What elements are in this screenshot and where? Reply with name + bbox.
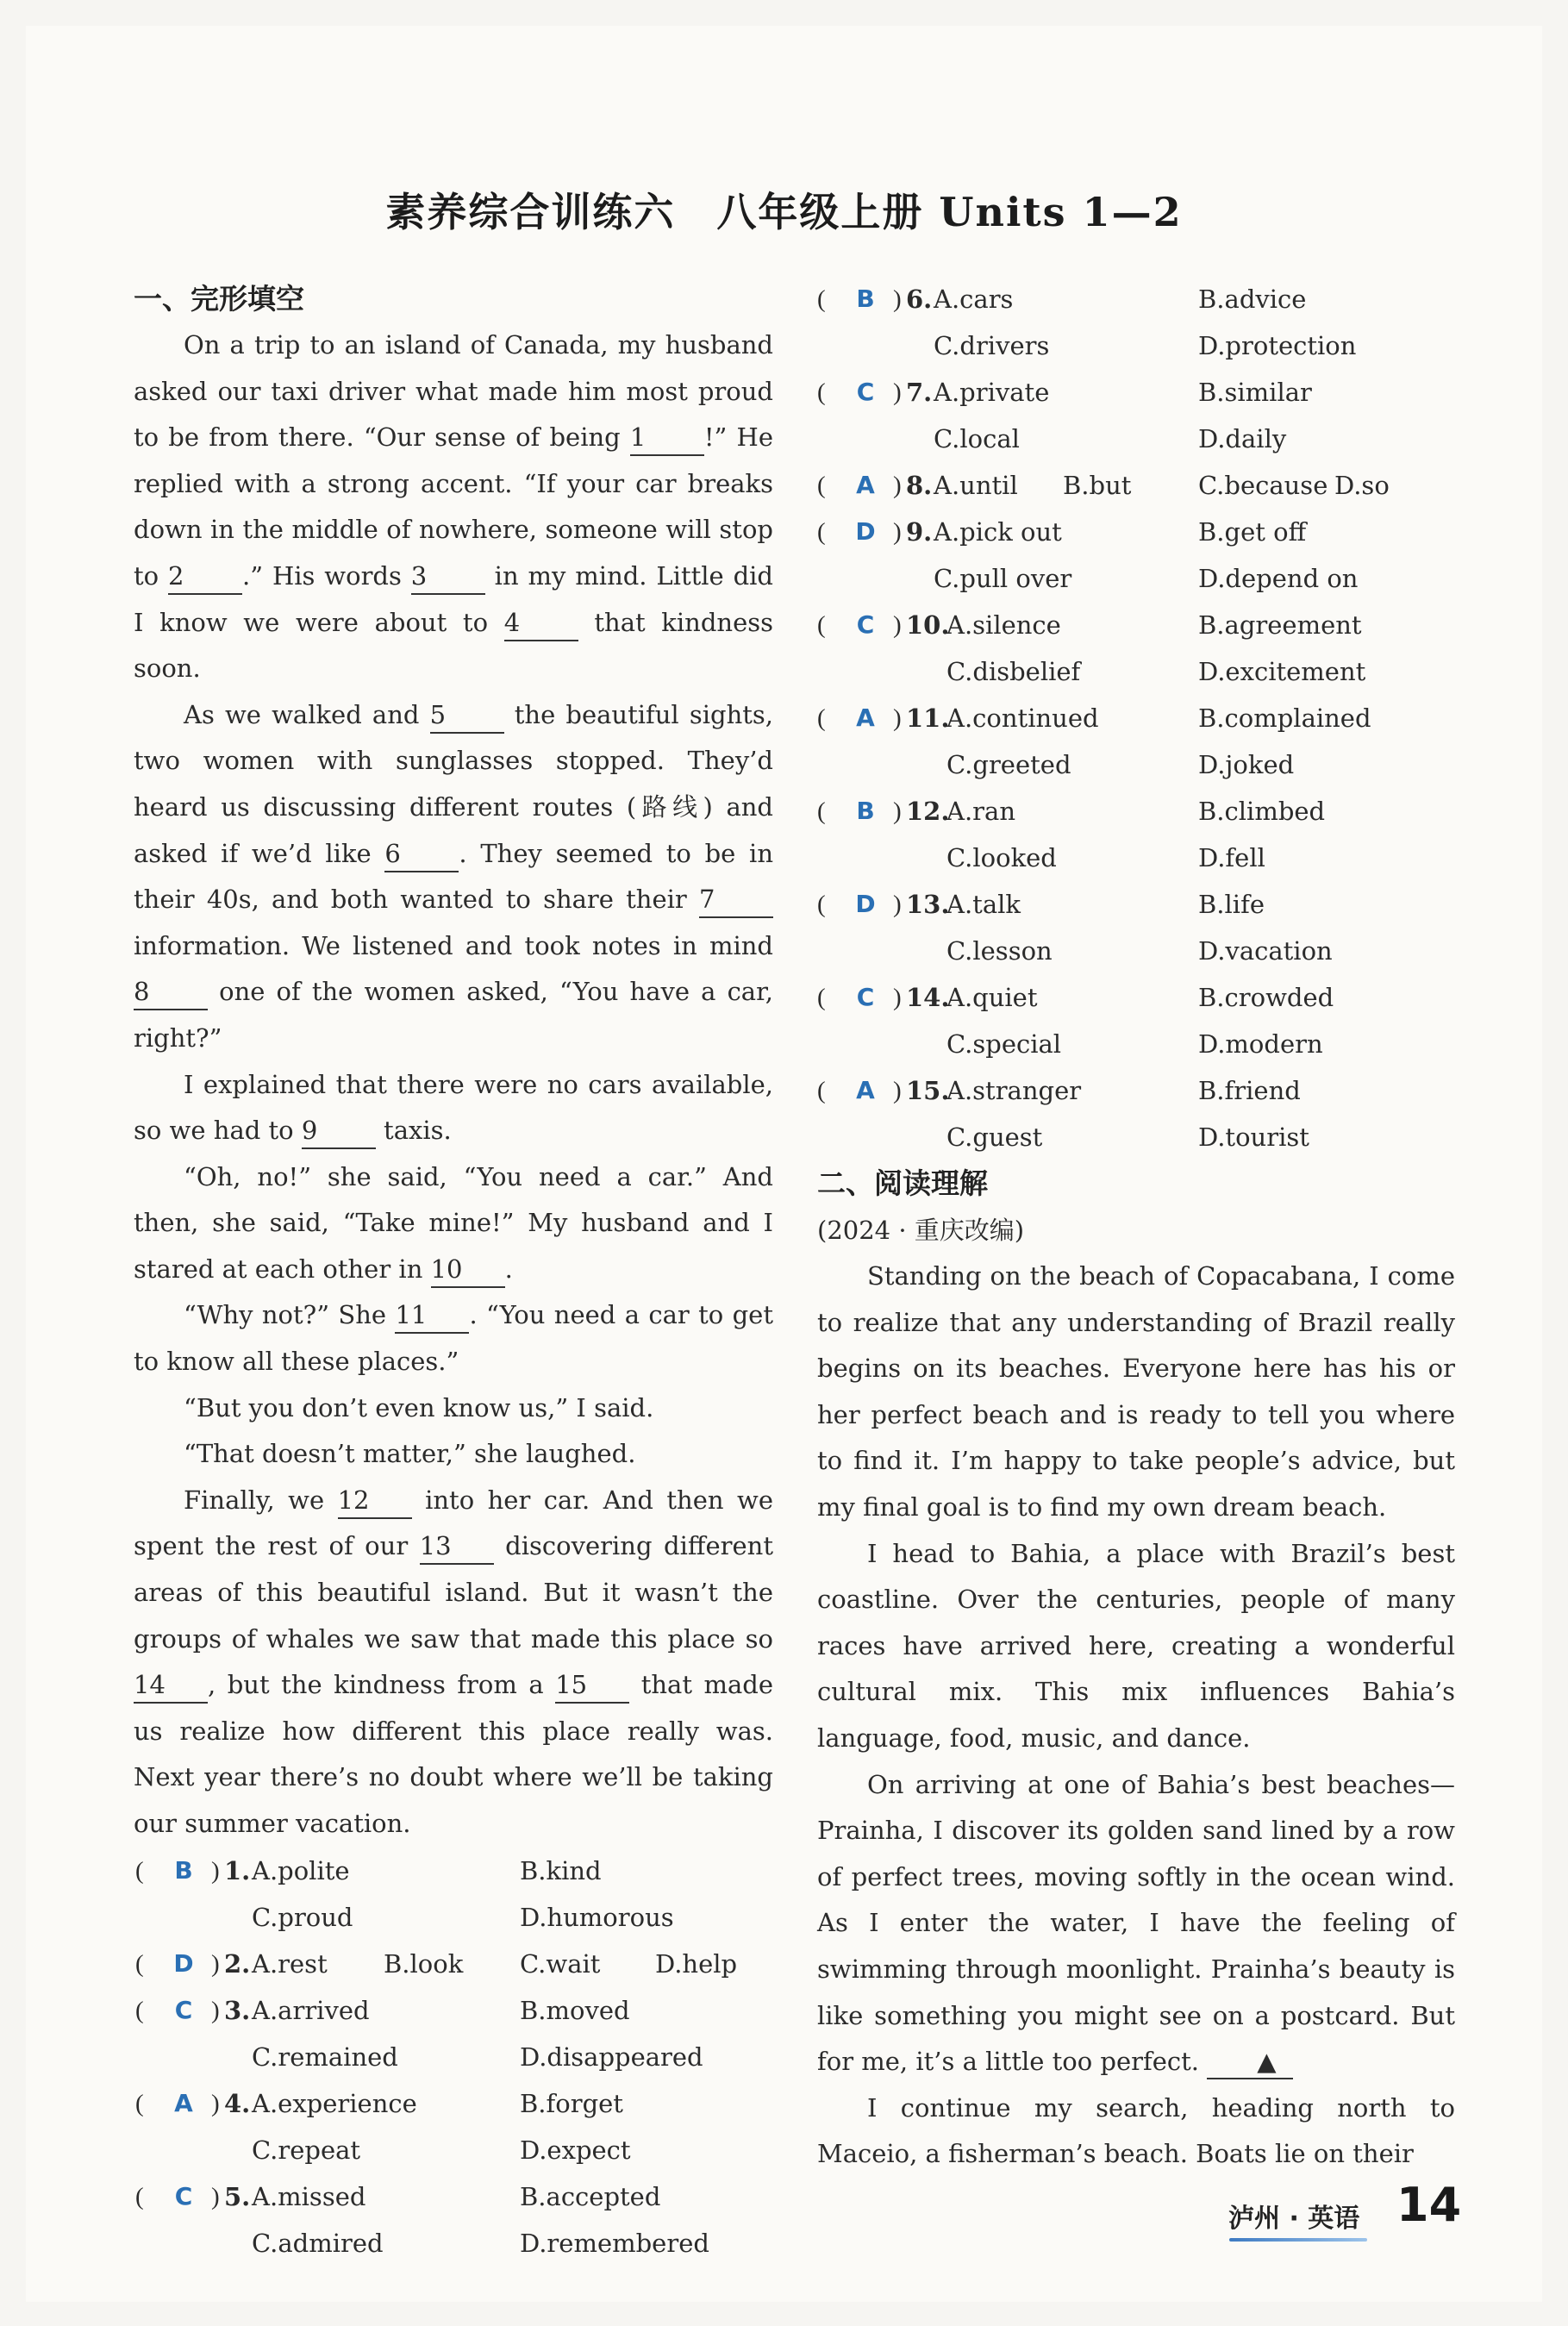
option-a[interactable]: A.stranger bbox=[946, 1076, 1082, 1105]
question-row[interactable]: ( C ) 10. A.silence B.agreement bbox=[817, 602, 1455, 648]
page-number: 14 bbox=[1396, 2178, 1462, 2232]
option-b[interactable]: B.advice bbox=[1198, 284, 1307, 314]
question-row[interactable]: ( D ) 9. A.pick out B.get off bbox=[817, 509, 1455, 555]
answer-badge: C bbox=[174, 1995, 193, 2024]
question-row[interactable]: ( B ) 1. A.polite B.kind bbox=[134, 1848, 773, 1894]
option-d[interactable]: D.expect bbox=[520, 2135, 631, 2165]
answer-badge: C bbox=[856, 378, 875, 406]
option-b[interactable]: B.forget bbox=[520, 2088, 623, 2118]
option-a[interactable]: A.silence bbox=[946, 610, 1061, 640]
option-c[interactable]: C.remained bbox=[252, 2042, 398, 2072]
left-column bbox=[134, 276, 773, 2267]
answer-badge: B bbox=[174, 1855, 193, 1885]
option-b[interactable]: B.friend bbox=[1198, 1076, 1301, 1105]
footer-underline bbox=[1229, 2238, 1367, 2242]
option-b[interactable]: B.crowded bbox=[1198, 983, 1334, 1012]
question-number: 3. bbox=[224, 1995, 251, 2025]
option-d[interactable]: D.vacation bbox=[1198, 936, 1333, 966]
reading-paragraph-3: On arriving at one of Bahia’s best beaches—Prainha, I discover its golden sand lined by a row of perfect trees, moving softly in the ocean wind. As I enter the water, I have the feeling of swimming through moonlight. Prainha’s beauty is like something you might see on a postcard. But for me, it’s a little too perfect. ▲ bbox=[817, 1762, 1455, 2085]
option-a[interactable]: A.ran bbox=[946, 797, 1015, 826]
question-number: 2. bbox=[224, 1948, 251, 1979]
reading-paragraph-2: I head to Bahia, a place with Brazil’s best coastline. Over the centuries, people of many races have arrived here, creating a wonderful cultural mix. This mix influences Bahia’s language, food, music, and dance. bbox=[817, 1538, 1455, 1753]
option-d[interactable]: D.disappeared bbox=[520, 2042, 703, 2072]
option-b[interactable]: B.get off bbox=[1198, 517, 1307, 547]
cloze-paragraph-8: Finally, we 12 into her car. And then we spent the rest of our 13 discovering different areas of this beautiful island. But it wasn’t the groups of whales we saw that made this place so 14 , but the kindness from a 15 that made us realize how different this place really was. Next year there’s no doubt where we’ll be taking our summer vacation. bbox=[134, 1478, 773, 1848]
option-b[interactable]: B.kind bbox=[520, 1855, 602, 1885]
blank-10[interactable]: 10 bbox=[431, 1252, 505, 1288]
reading-source: (2024 · 重庆改编) bbox=[817, 1216, 1025, 1245]
option-b[interactable]: B.complained bbox=[1198, 703, 1371, 733]
question-row[interactable]: ( A ) 11. A.continued B.complained bbox=[817, 695, 1455, 741]
option-c[interactable]: C.because bbox=[1198, 471, 1328, 500]
blank-4[interactable]: 4 bbox=[504, 605, 578, 641]
option-d[interactable]: D.remembered bbox=[520, 2228, 709, 2258]
answer-badge: A bbox=[856, 1076, 875, 1104]
question-list-left bbox=[134, 1848, 773, 2267]
question-row-cont bbox=[817, 648, 1455, 695]
question-row-cont bbox=[134, 2034, 773, 2080]
blank-14[interactable]: 14 bbox=[134, 1667, 208, 1704]
question-row-cont bbox=[817, 555, 1455, 602]
question-row-cont bbox=[817, 322, 1455, 369]
question-row-cont bbox=[817, 416, 1455, 462]
question-row[interactable]: ( B ) 6. A.cars B.advice bbox=[817, 276, 1455, 322]
option-c[interactable]: C.repeat bbox=[252, 2135, 361, 2165]
option-c[interactable]: C.disbelief bbox=[946, 657, 1081, 686]
option-d[interactable]: D.depend on bbox=[1198, 564, 1359, 593]
answer-badge: B bbox=[856, 284, 875, 313]
question-row[interactable]: ( C ) 14. A.quiet B.crowded bbox=[817, 974, 1455, 1021]
option-a[interactable]: A.continued bbox=[946, 703, 1099, 733]
option-b[interactable]: B.moved bbox=[520, 1995, 630, 2025]
option-a[interactable]: A.polite bbox=[252, 1855, 350, 1885]
question-number: 9. bbox=[906, 517, 933, 547]
question-row[interactable]: ( A ) 8. A.until B.but C.because D.so bbox=[817, 462, 1455, 509]
cloze-paragraph-2: As we walked and 5 the beautiful sights, two women with sunglasses stopped. They’d heard us discussing different routes (路线) and asked if we’d like 6 . They seemed to be in their 40s, and both wanted to share their 7 information. We listened and took notes in mind 8 one of the women asked, “You have a car, right?” bbox=[134, 692, 773, 1062]
question-row[interactable]: ( C ) 5. A.missed B.accepted bbox=[134, 2173, 773, 2220]
cloze-paragraph-4: “Oh, no!” she said, “You need a car.” And then, she said, “Take mine!” My husband and I stared at each other in 10 . bbox=[134, 1154, 773, 1293]
option-a[interactable]: A.rest bbox=[252, 1948, 328, 1979]
answer-badge: D bbox=[173, 1948, 194, 1978]
reading-paragraph-4: I continue my search, heading north to Maceio, a fisherman’s beach. Boats lie on their bbox=[817, 2092, 1455, 2169]
option-c[interactable]: C.greeted bbox=[946, 750, 1071, 779]
blank-12[interactable]: 12 bbox=[338, 1483, 412, 1519]
answer-badge: A bbox=[856, 703, 875, 732]
option-d[interactable]: D.humorous bbox=[520, 1902, 674, 1932]
answer-badge: D bbox=[855, 517, 876, 546]
blank-1[interactable]: 1 bbox=[630, 420, 704, 456]
blank-6[interactable]: 6 bbox=[384, 836, 459, 872]
question-row[interactable]: ( D ) 2. A.rest B.look C.wait D.help bbox=[134, 1941, 773, 1987]
option-c[interactable]: C.proud bbox=[252, 1902, 353, 1932]
option-d[interactable]: D.excitement bbox=[1198, 657, 1366, 686]
question-number: 10. bbox=[906, 610, 950, 640]
question-row[interactable]: ( C ) 7. A.private B.similar bbox=[817, 369, 1455, 416]
question-number: 15. bbox=[906, 1076, 950, 1105]
answer-badge: A bbox=[174, 2088, 193, 2117]
question-list-right bbox=[817, 276, 1455, 1160]
option-d[interactable]: D.protection bbox=[1198, 331, 1357, 360]
question-row-cont bbox=[817, 835, 1455, 881]
blank-2[interactable]: 2 bbox=[168, 559, 242, 595]
option-d[interactable]: D.tourist bbox=[1198, 1122, 1309, 1152]
question-row-cont bbox=[134, 2127, 773, 2173]
blank-5[interactable]: 5 bbox=[430, 697, 504, 734]
option-b[interactable]: B.accepted bbox=[520, 2181, 661, 2211]
question-number: 13. bbox=[906, 890, 950, 919]
option-d[interactable]: D.daily bbox=[1198, 424, 1287, 453]
question-row-cont bbox=[134, 1894, 773, 1941]
option-a[interactable]: A.until bbox=[934, 471, 1018, 500]
answer-blank-triangle[interactable]: ▲ bbox=[1207, 2045, 1293, 2079]
cloze-paragraph-1: On a trip to an island of Canada, my husband asked our taxi driver what made him most proud to be from there. “Our sense of being 1 !” He replied with a strong accent. “If your car breaks down in the middle of nowhere, someone will stop to 2 .” His words 3 in my mind. Little did I know we were about to 4 that kindness soon. bbox=[134, 330, 773, 684]
option-d[interactable]: D.fell bbox=[1198, 843, 1265, 872]
question-number: 14. bbox=[906, 983, 950, 1012]
option-c[interactable]: C.pull over bbox=[934, 564, 1072, 593]
option-b[interactable]: B.climbed bbox=[1198, 797, 1326, 826]
answer-badge: C bbox=[856, 610, 875, 639]
right-column bbox=[817, 276, 1455, 2178]
option-c[interactable]: C.lesson bbox=[946, 936, 1053, 966]
option-c[interactable]: C.special bbox=[946, 1029, 1062, 1059]
question-number: 5. bbox=[224, 2181, 251, 2211]
question-row-cont bbox=[134, 2220, 773, 2267]
question-row-cont bbox=[817, 1021, 1455, 1067]
blank-7[interactable]: 7 bbox=[699, 882, 773, 918]
blank-11[interactable]: 11 bbox=[395, 1297, 469, 1334]
reading-heading: 二、阅读理解 bbox=[817, 1166, 988, 1200]
question-row[interactable]: ( A ) 4. A.experience B.forget bbox=[134, 2080, 773, 2127]
option-c[interactable]: C.local bbox=[934, 424, 1020, 453]
option-b[interactable]: B.life bbox=[1198, 890, 1265, 919]
option-c[interactable]: C.guest bbox=[946, 1122, 1043, 1152]
answer-badge: B bbox=[856, 797, 875, 825]
answer-badge: D bbox=[855, 890, 876, 918]
option-a[interactable]: A.quiet bbox=[946, 983, 1038, 1012]
option-c[interactable]: C.wait bbox=[520, 1948, 601, 1979]
cloze-paragraph-5: “Why not?” She 11 . “You need a car to get to know all these places.” bbox=[134, 1292, 773, 1385]
option-a[interactable]: A.arrived bbox=[252, 1995, 370, 2025]
answer-badge: C bbox=[174, 2181, 193, 2210]
cloze-paragraph-7: “That doesn’t matter,” she laughed. bbox=[184, 1439, 636, 1469]
option-d[interactable]: D.so bbox=[1334, 471, 1390, 500]
option-d[interactable]: D.modern bbox=[1198, 1029, 1323, 1059]
option-a[interactable]: A.pick out bbox=[934, 517, 1062, 547]
reading-paragraph-1: Standing on the beach of Copacabana, I come to realize that any understanding of Brazil really begins on its beaches. Everyone here has his or her perfect beach and is ready to tell you where to find it. I’m happy to take people’s advice, but my final goal is to find my own dream beach. bbox=[817, 1261, 1455, 1522]
question-number: 7. bbox=[906, 378, 933, 407]
question-number: 1. bbox=[224, 1855, 251, 1885]
option-d[interactable]: D.help bbox=[655, 1948, 738, 1979]
footer-region-subject: 泸州 · 英语 bbox=[1228, 2204, 1360, 2234]
question-number: 11. bbox=[906, 703, 950, 733]
blank-9[interactable]: 9 bbox=[302, 1113, 376, 1149]
answer-badge: C bbox=[856, 983, 875, 1011]
answer-badge: A bbox=[856, 471, 875, 499]
option-b[interactable]: B.look bbox=[384, 1948, 464, 1979]
cloze-paragraph-3: I explained that there were no cars available, so we had to 9 taxis. bbox=[134, 1062, 773, 1154]
question-number: 4. bbox=[224, 2088, 251, 2118]
blank-3[interactable]: 3 bbox=[411, 559, 485, 595]
question-number: 12. bbox=[906, 797, 950, 826]
question-row[interactable]: ( B ) 12. A.ran B.climbed bbox=[817, 788, 1455, 835]
option-a[interactable]: A.private bbox=[934, 378, 1050, 407]
blank-15[interactable]: 15 bbox=[555, 1667, 629, 1704]
option-b[interactable]: B.but bbox=[1063, 471, 1132, 500]
option-d[interactable]: D.joked bbox=[1198, 750, 1295, 779]
blank-8[interactable]: 8 bbox=[134, 974, 208, 1010]
page-title: 素养综合训练六 八年级上册 Units 1—2 bbox=[385, 189, 1183, 235]
option-a[interactable]: A.talk bbox=[946, 890, 1021, 919]
cloze-paragraph-6: “But you don’t even know us,” I said. bbox=[184, 1392, 654, 1422]
option-b[interactable]: B.similar bbox=[1198, 378, 1312, 407]
question-row-cont bbox=[817, 1114, 1455, 1160]
option-b[interactable]: B.agreement bbox=[1198, 610, 1362, 640]
option-c[interactable]: C.looked bbox=[946, 843, 1057, 872]
question-row[interactable]: ( A ) 15. A.stranger B.friend bbox=[817, 1067, 1455, 1114]
option-c[interactable]: C.drivers bbox=[934, 331, 1050, 360]
cloze-heading: 一、完形填空 bbox=[134, 282, 304, 316]
question-row-cont bbox=[817, 741, 1455, 788]
option-a[interactable]: A.missed bbox=[252, 2181, 366, 2211]
question-number: 8. bbox=[906, 471, 933, 500]
blank-13[interactable]: 13 bbox=[420, 1529, 494, 1565]
option-c[interactable]: C.admired bbox=[252, 2228, 384, 2258]
question-number: 6. bbox=[906, 284, 933, 314]
option-a[interactable]: A.cars bbox=[934, 284, 1014, 314]
question-row[interactable]: ( D ) 13. A.talk B.life bbox=[817, 881, 1455, 928]
question-row-cont bbox=[817, 928, 1455, 974]
option-a[interactable]: A.experience bbox=[252, 2088, 417, 2118]
question-row[interactable]: ( C ) 3. A.arrived B.moved bbox=[134, 1987, 773, 2034]
